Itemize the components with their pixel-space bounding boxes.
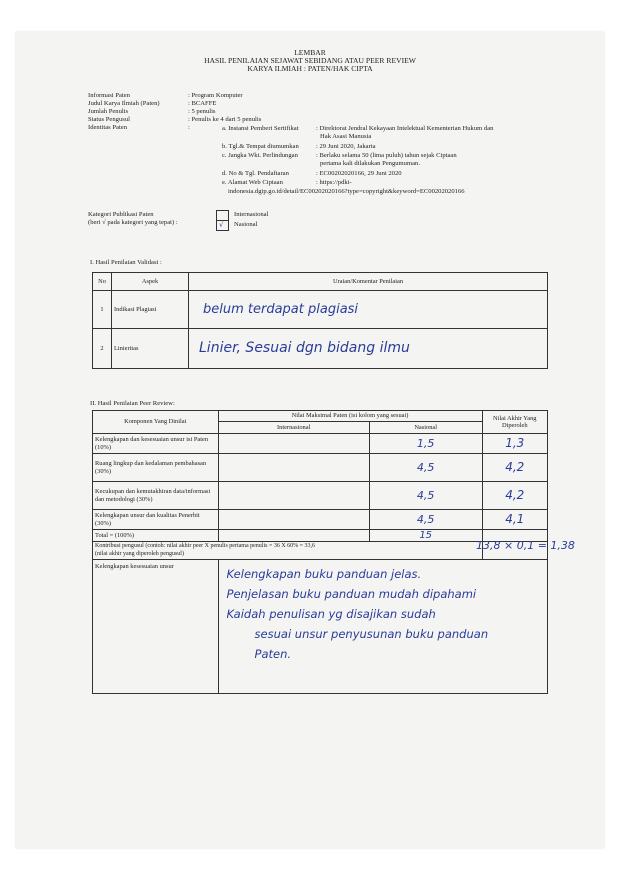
kesesuaian-comment bbox=[218, 560, 547, 694]
identity-label: e. Alamat Web Ciptaan bbox=[222, 179, 283, 186]
table-header: Uraian/Komentar Penilaian bbox=[189, 273, 548, 291]
row-number: 2 bbox=[93, 329, 112, 369]
table-row bbox=[93, 329, 548, 369]
row-internasional bbox=[218, 434, 369, 454]
identity-label: c. Jangka Wkt. Perlindungan bbox=[222, 152, 298, 159]
table-header: No bbox=[93, 273, 112, 291]
col-nasional: Nasional bbox=[369, 422, 482, 434]
table-row bbox=[93, 434, 548, 454]
row-akhir: 4,2 bbox=[482, 482, 547, 510]
row-nasional: 4,5 bbox=[369, 454, 482, 482]
comment-line: Penjelasan buku panduan mudah dipahami bbox=[226, 587, 477, 601]
peer-review-table bbox=[92, 410, 548, 694]
identity-value-cont: pertama kali dilakukan Pengumuman. bbox=[320, 160, 420, 167]
row-akhir: 4,1 bbox=[482, 510, 547, 530]
info-value: : bbox=[188, 124, 190, 131]
row-aspect: Linieritas bbox=[112, 329, 189, 369]
comment-line: Kaidah penulisan yg disajikan sudah bbox=[226, 607, 436, 621]
identity-value: : Direktorat Jendral Kekayaan Intelektual Kementerian Hukum dan bbox=[316, 125, 494, 132]
row-comment: belum terdapat plagiasi bbox=[189, 291, 548, 329]
identity-value: : Berlaku selama 50 (lima puluh) tahun sejak Ciptaan bbox=[316, 152, 457, 159]
row-nasional: 4,5 bbox=[369, 510, 482, 530]
identity-value: : EC00202020166, 29 Juni 2020 bbox=[316, 170, 402, 177]
kontribusi-text: Kontribusi pengusul (contoh: nilai akhir peer X penulis pertama penulis = 36 X 60% = 33,6 bbox=[95, 543, 316, 549]
col-komponen: Komponen Yang Dinilai bbox=[93, 411, 219, 434]
identity-value: : 29 Juni 2020, Jakarta bbox=[316, 143, 376, 150]
section-title: II. Hasil Penilaian Peer Review: bbox=[90, 400, 175, 407]
doc-heading-3: KARYA ILMIAH : PATEN/HAK CIPTA bbox=[247, 64, 373, 73]
kontribusi-text-2: (nilai akhir yang diperoleh pengusul) bbox=[95, 550, 184, 557]
info-label: Jumlah Penulis bbox=[88, 108, 129, 115]
table-row bbox=[93, 510, 548, 530]
row-aspect: Indikasi Plagiasi bbox=[112, 291, 189, 329]
total-label: Total = (100%) bbox=[93, 530, 219, 542]
row-nasional: 4,5 bbox=[369, 482, 482, 510]
row-akhir: 4,2 bbox=[482, 454, 547, 482]
identity-value: : https://pdki- bbox=[316, 179, 352, 186]
identity-value-cont: indonesia.dgip.go.id/detail/EC00202020166?type=copyright&keyword=EC00202020166 bbox=[228, 188, 465, 195]
category-label: Kategori Publikasi Paten bbox=[88, 211, 154, 218]
check-mark: √ bbox=[219, 221, 224, 229]
info-value: : BCAFFE bbox=[188, 100, 217, 107]
identity-label: b. Tgl.& Tempat diumumkan bbox=[222, 143, 299, 150]
row-number: 1 bbox=[93, 291, 112, 329]
table-row bbox=[93, 291, 548, 329]
comment-line: sesuai unsur penyusunan buku panduan bbox=[254, 627, 489, 641]
doc-heading-2: HASIL PENILAIAN SEJAWAT SEBIDANG ATAU PEER REVIEW bbox=[204, 56, 416, 65]
total-akhir-handwriting: 13,8 × 0,1 = 1,38 bbox=[476, 539, 575, 552]
doc-heading-1: LEMBAR bbox=[294, 48, 326, 57]
table-row-kesesuaian bbox=[93, 560, 548, 694]
info-label: Identitas Paten bbox=[88, 124, 128, 131]
identity-value-cont: Hak Asasi Manusia bbox=[320, 133, 372, 140]
table-row bbox=[93, 454, 548, 482]
col-nilai-akhir: Nilai Akhir Yang Diperoleh bbox=[482, 411, 547, 434]
total-internasional bbox=[218, 530, 369, 542]
row-komponen: Kecukupan dan kemutakhiran data/informasi dan metodologi (30%) bbox=[93, 482, 219, 510]
category-hint: (beri √ pada kategori yang tepat) : bbox=[88, 219, 178, 226]
identity-label: d. No & Tgl. Pendaftaran bbox=[222, 170, 289, 177]
validation-table bbox=[92, 272, 548, 369]
section-title: I. Hasil Penilaian Validasi : bbox=[90, 259, 162, 266]
row-komponen: Kelengkapan unsur dan kualitas Penerbit (30%) bbox=[93, 510, 219, 530]
info-value: : 5 penulis bbox=[188, 108, 216, 115]
info-value: : Program Komputer bbox=[188, 92, 243, 99]
info-label: Informasi Paten bbox=[88, 92, 130, 99]
identity-label: a. Instansi Pemberi Sertifikat bbox=[222, 125, 299, 132]
category-option: Nasional bbox=[234, 221, 258, 228]
col-nilai-maksimal: Nilai Maksimal Paten (isi kolom yang sesuai) bbox=[218, 411, 482, 422]
row-internasional bbox=[218, 510, 369, 530]
checkbox-nasional[interactable] bbox=[216, 220, 229, 231]
info-label: Judul Karya Ilmiah (Paten) bbox=[88, 100, 160, 107]
row-internasional bbox=[218, 454, 369, 482]
comment-line: Kelengkapan buku panduan jelas. bbox=[226, 567, 422, 581]
info-value: : Penulis ke 4 dari 5 penulis bbox=[188, 116, 262, 123]
info-label: Status Pengusul bbox=[88, 116, 130, 123]
table-header: Aspek bbox=[112, 273, 189, 291]
row-akhir: 1,3 bbox=[482, 434, 547, 454]
category-option: Internasional bbox=[234, 211, 269, 218]
total-nasional: 15 bbox=[369, 530, 482, 542]
kesesuaian-label: Kelengkapan kesesuaian unsur bbox=[93, 560, 219, 694]
row-nasional: 1,5 bbox=[369, 434, 482, 454]
row-komponen: Kelengkapan dan kesesuaian unsur isi Paten (10%) bbox=[93, 434, 219, 454]
row-internasional bbox=[218, 482, 369, 510]
col-internasional: Internasional bbox=[218, 422, 369, 434]
comment-line: Paten. bbox=[254, 647, 292, 661]
row-komponen: Ruang lingkup dan kedalaman pembahasan (30%) bbox=[93, 454, 219, 482]
kontribusi-note bbox=[93, 542, 483, 560]
table-row bbox=[93, 482, 548, 510]
document-page bbox=[16, 32, 604, 848]
row-comment: Linier, Sesuai dgn bidang ilmu bbox=[189, 329, 548, 369]
